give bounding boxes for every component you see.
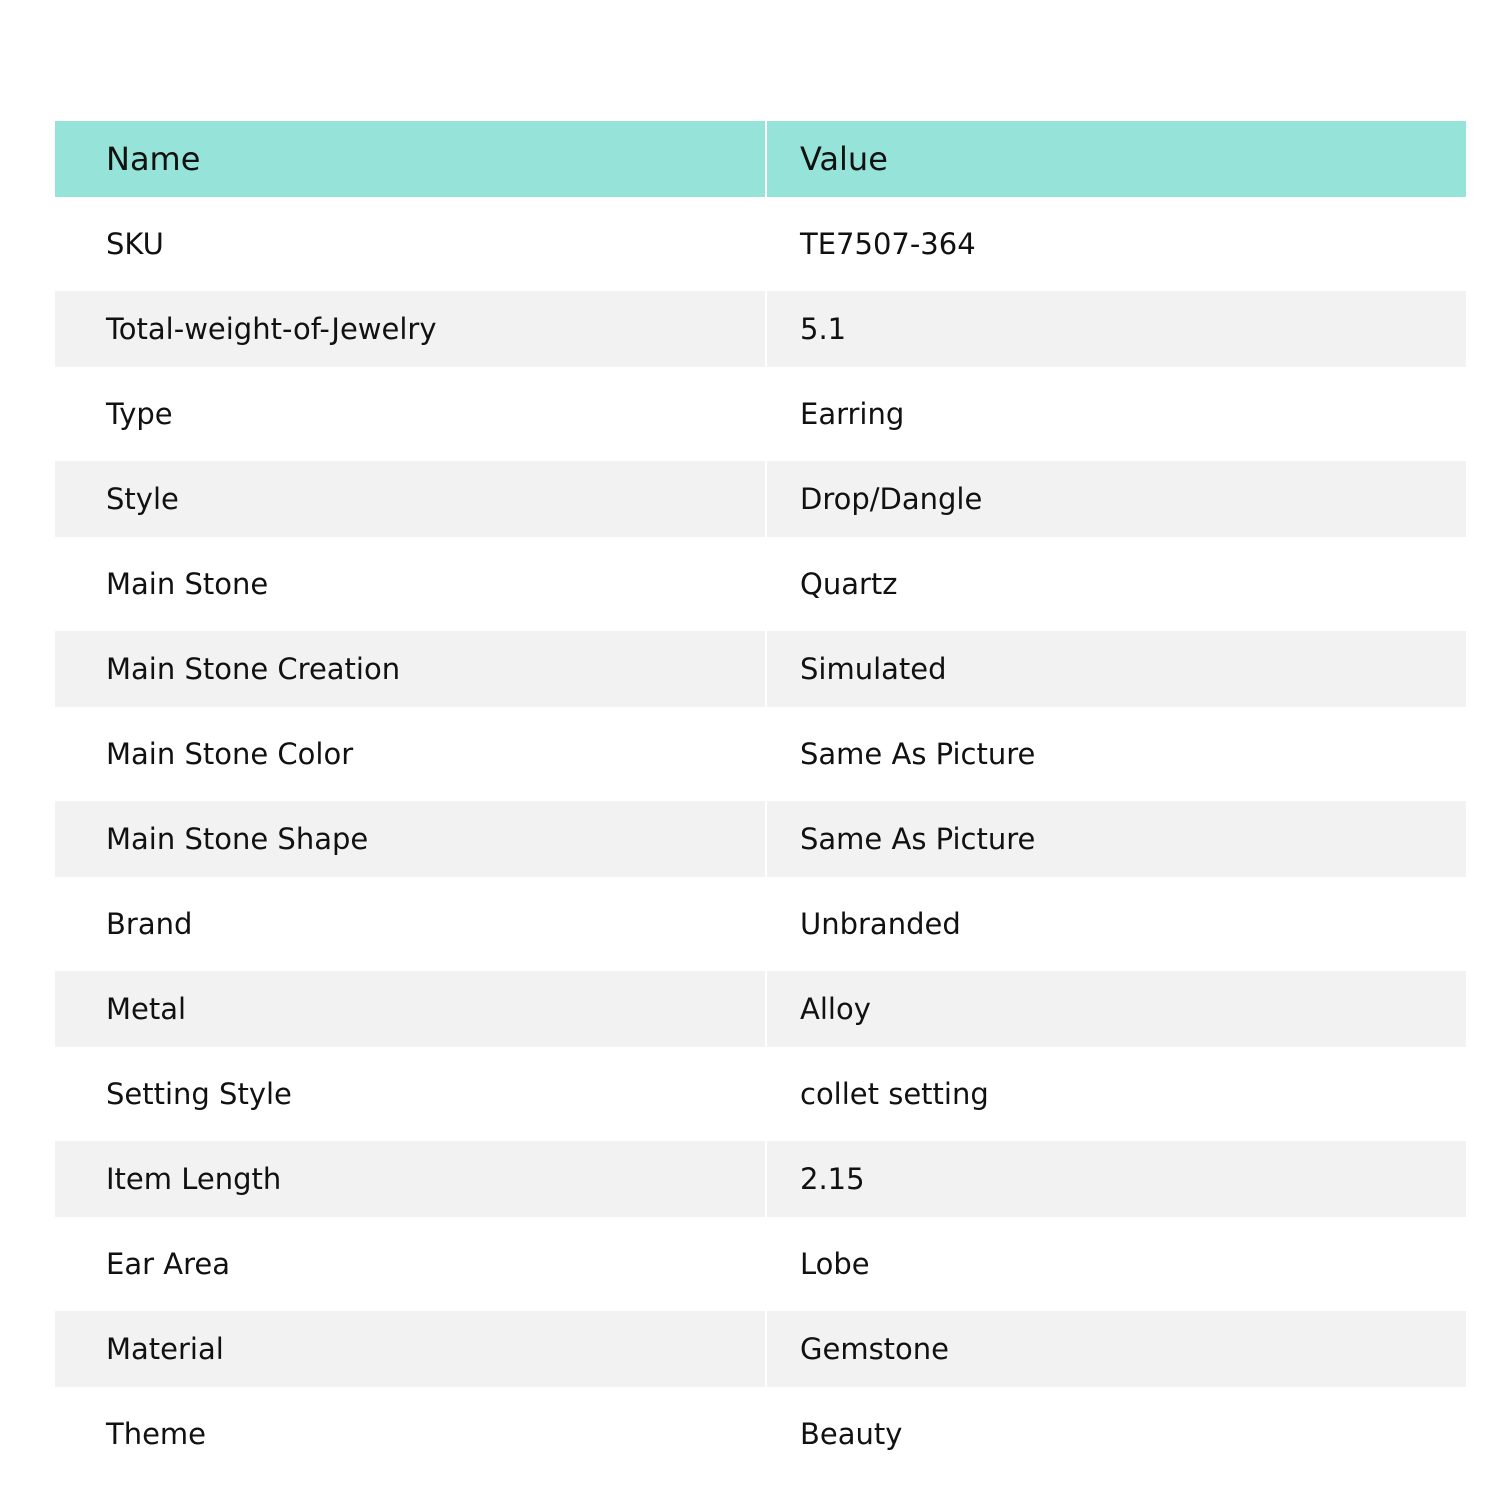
row-value: Lobe	[766, 1217, 1466, 1311]
row-value: Drop/Dangle	[766, 461, 1466, 537]
row-name: Main Stone	[55, 537, 766, 631]
row-name: Material	[55, 1311, 766, 1387]
table-row	[55, 877, 1466, 971]
table-row	[55, 801, 1466, 877]
row-value: Gemstone	[766, 1311, 1466, 1387]
row-name: Ear Area	[55, 1217, 766, 1311]
table-row	[55, 197, 1466, 291]
spec-table	[55, 121, 1466, 1481]
table-row	[55, 1311, 1466, 1387]
row-name: Item Length	[55, 1141, 766, 1217]
table-row	[55, 291, 1466, 367]
table-row	[55, 1047, 1466, 1141]
row-value: Unbranded	[766, 877, 1466, 971]
table-row	[55, 1387, 1466, 1481]
row-value: Same As Picture	[766, 801, 1466, 877]
row-name: SKU	[55, 197, 766, 291]
table-row	[55, 631, 1466, 707]
table-body	[55, 197, 1466, 1481]
row-name: Brand	[55, 877, 766, 971]
row-name: Main Stone Shape	[55, 801, 766, 877]
row-value: TE7507-364	[766, 197, 1466, 291]
row-value: Alloy	[766, 971, 1466, 1047]
table-row	[55, 1141, 1466, 1217]
header-row	[55, 121, 1466, 197]
value-column-header: Value	[766, 121, 1466, 197]
table-row	[55, 461, 1466, 537]
table-row	[55, 707, 1466, 801]
table-header	[55, 121, 1466, 197]
row-value: 5.1	[766, 291, 1466, 367]
row-name: Total-weight-of-Jewelry	[55, 291, 766, 367]
table-row	[55, 537, 1466, 631]
row-value: Same As Picture	[766, 707, 1466, 801]
row-name: Theme	[55, 1387, 766, 1481]
table-row	[55, 971, 1466, 1047]
row-value: Quartz	[766, 537, 1466, 631]
row-name: Main Stone Color	[55, 707, 766, 801]
row-name: Style	[55, 461, 766, 537]
row-name: Main Stone Creation	[55, 631, 766, 707]
row-name: Type	[55, 367, 766, 461]
row-value: Simulated	[766, 631, 1466, 707]
name-column-header: Name	[55, 121, 766, 197]
row-name: Metal	[55, 971, 766, 1047]
row-name: Setting Style	[55, 1047, 766, 1141]
row-value: Earring	[766, 367, 1466, 461]
row-value: 2.15	[766, 1141, 1466, 1217]
table-row	[55, 1217, 1466, 1311]
row-value: Beauty	[766, 1387, 1466, 1481]
table-row	[55, 367, 1466, 461]
row-value: collet setting	[766, 1047, 1466, 1141]
